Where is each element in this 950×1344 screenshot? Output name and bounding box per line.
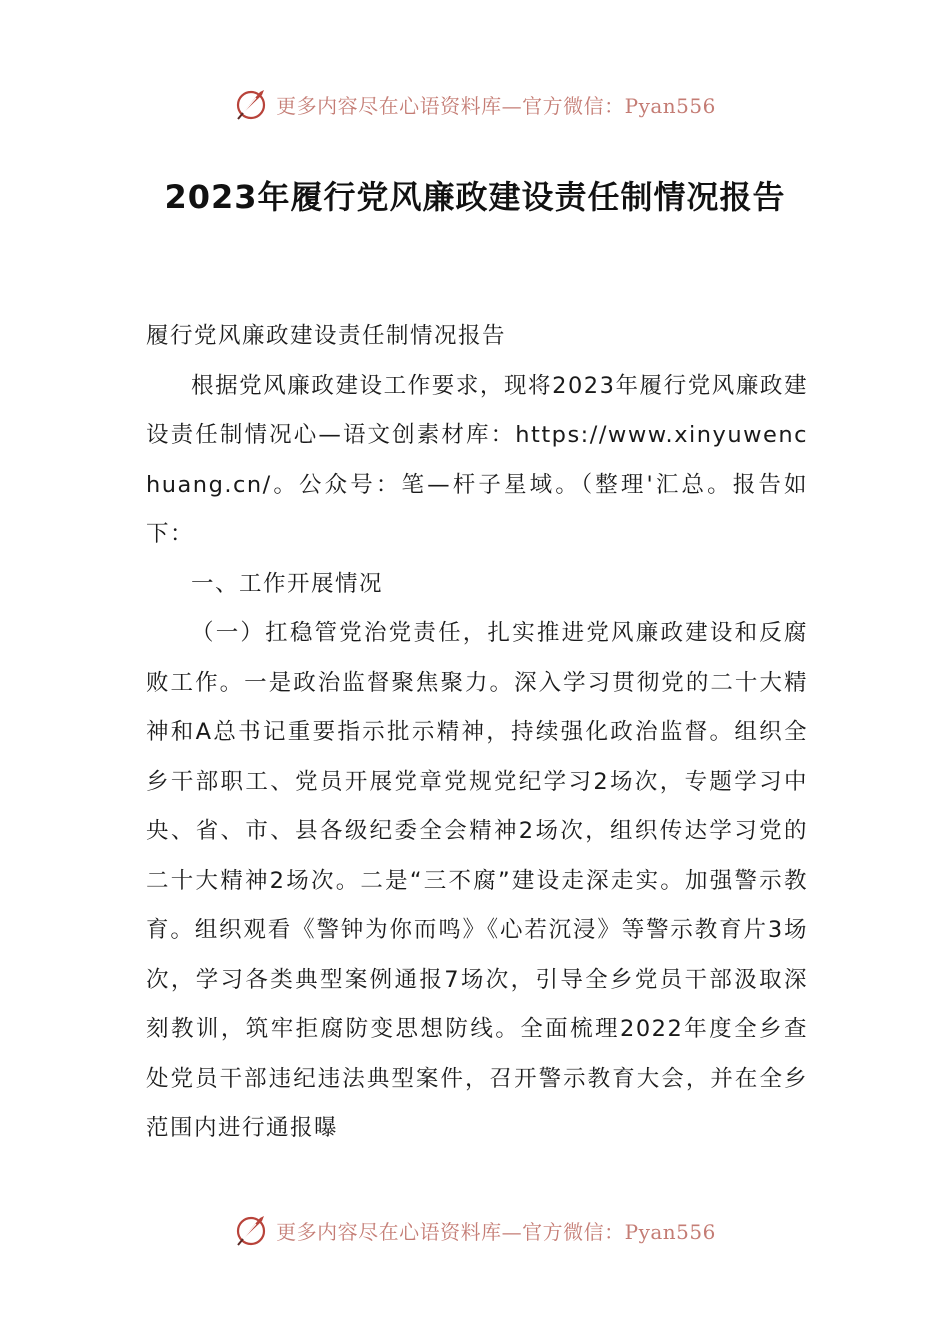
footer-banner-text: 更多内容尽在心语资料库—官方微信：Pyan556 bbox=[276, 1219, 716, 1244]
intro-paragraph: 根据党风廉政建设工作要求，现将2023年履行党风廉政建设责任制情况心—语文创素材库：https://www.xinyuwenchuang.cn/。公众号：笔—杆子星域。（整理'汇总。报告如下： bbox=[146, 372, 808, 547]
document-title: 2023年履行党风廉政建设责任制情况报告 bbox=[164, 178, 786, 216]
footer-banner bbox=[0, 1210, 950, 1250]
document-body bbox=[146, 312, 808, 1154]
quill-pen-logo-icon bbox=[234, 1212, 270, 1248]
section-heading-paragraph: 一、工作开展情况 bbox=[191, 570, 384, 597]
report-heading-paragraph: 履行党风廉政建设责任制情况报告 bbox=[146, 323, 507, 349]
header-banner bbox=[0, 84, 950, 124]
header-banner-text: 更多内容尽在心语资料库—官方微信：Pyan556 bbox=[276, 93, 716, 118]
quill-pen-logo-icon bbox=[234, 86, 270, 122]
section-1-paragraph: （一）扛稳管党治党责任，扎实推进党风廉政建设和反腐败工作。一是政治监督聚焦聚力。深入学习贯彻党的二十大精神和A总书记重要指示批示精神，持续强化政治监督。组织全乡干部职工、党员开展党章党规党纪学习2场次，专题学习中央、省、市、县各级纪委全会精神2场次，组织传达学习党的二十大精神2场次。二是“三不腐”建设走深走实。加强警示教育。组织观看《警钟为你而鸣》《心若沉浸》等警示教育片3场次，学习各类典型案例通报7场次，引导全乡党员干部汲取深刻教训，筑牢拒腐防变思想防线。全面梳理2022年度全乡查处党员干部违纪违法典型案件，召开警示教育大会，并在全乡范围内进行通报曝 bbox=[146, 620, 808, 1141]
